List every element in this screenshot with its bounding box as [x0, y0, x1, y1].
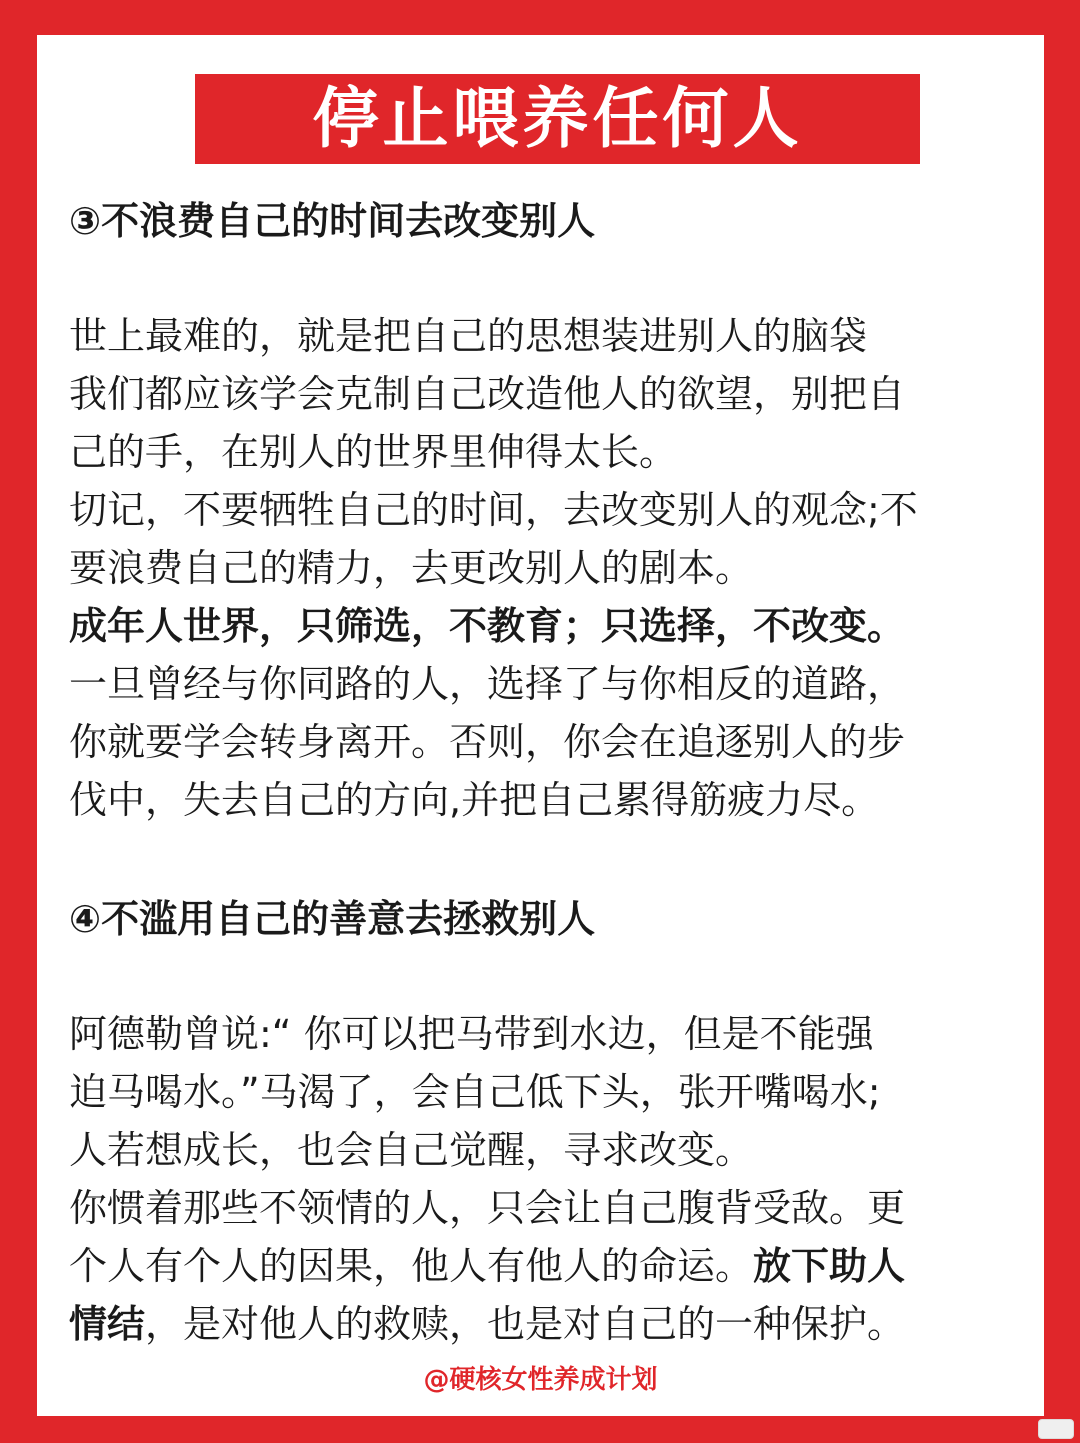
section-4-line: 人若想成长，也会自己觉醒，寻求改变。 — [69, 1128, 754, 1172]
section-3-line: 伐中，失去自己的方向,并把自己累得筋疲力尽。 — [69, 778, 880, 822]
section-4-body — [69, 1005, 1019, 1353]
section-3-emphasis-line: 成年人世界，只筛选，不教育；只选择，不改变。 — [69, 604, 906, 648]
section-3-line: 要浪费自己的精力，去更改别人的剧本。 — [69, 546, 754, 590]
section-4-line — [69, 1237, 1019, 1295]
section-3-line: 你就要学会转身离开。否则，你会在追逐别人的步 — [69, 720, 906, 764]
line-text: 个人有个人的因果，他人有他人的命运。 — [69, 1244, 754, 1288]
author-credit: @硬核女性养成计划 — [423, 1365, 658, 1395]
title-banner — [195, 74, 920, 164]
watermark-logo — [1038, 1419, 1074, 1439]
section-3-line: 一旦曾经与你同路的人，选择了与你相反的道路， — [69, 662, 906, 706]
section-4-line: 迫马喝水。”马渴了，会自己低下头，张开嘴喝水; — [69, 1070, 881, 1114]
line-text: ，是对他人的救赎，也是对自己的一种保护。 — [145, 1302, 906, 1346]
section-3-line: 世上最难的，就是把自己的思想装进别人的脑袋 — [69, 314, 868, 358]
section-4-heading: ④不滥用自己的善意去拯救别人 — [69, 897, 596, 941]
emphasis-text: 放下助人 — [753, 1244, 906, 1288]
section-3-line: 切记，不要牺牲自己的时间，去改变别人的观念;不 — [69, 488, 918, 532]
section-3-line: 我们都应该学会克制自己改造他人的欲望，别把自 — [69, 372, 906, 416]
page-title: 停止喂养任何人 — [312, 80, 803, 157]
section-4-line: 你惯着那些不领情的人，只会让自己腹背受敌。更 — [69, 1186, 906, 1230]
section-3-body — [69, 307, 1019, 829]
section-4-line — [69, 1295, 1019, 1353]
content-card — [37, 35, 1044, 1416]
section-4-line: 阿德勒曾说:“ 你可以把马带到水边，但是不能强 — [69, 1012, 874, 1056]
emphasis-text: 情结 — [69, 1302, 146, 1346]
section-3-line: 己的手，在别人的世界里伸得太长。 — [69, 430, 678, 474]
section-3-heading: ③不浪费自己的时间去改变别人 — [69, 199, 596, 243]
